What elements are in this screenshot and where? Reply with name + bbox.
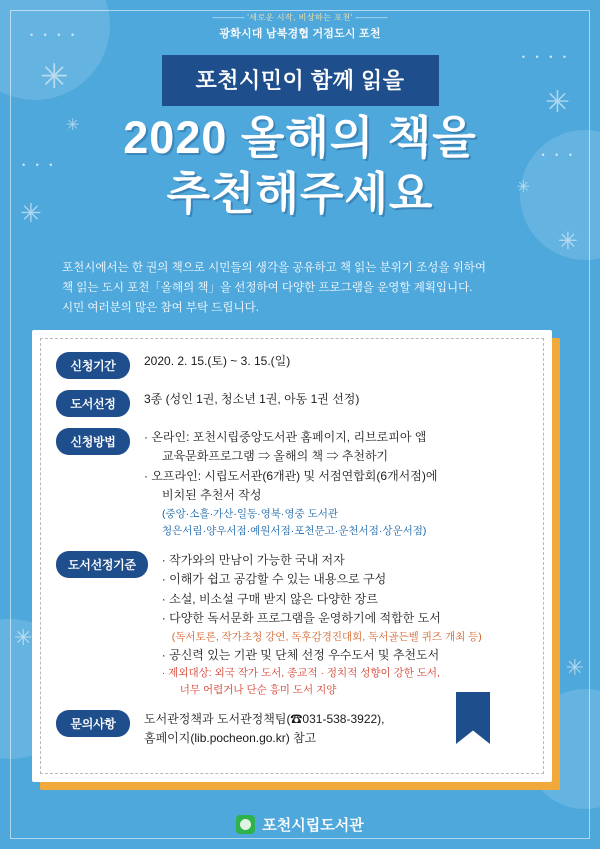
detail-row	[56, 390, 532, 417]
detail-row-line: · 작가와의 만남이 가능한 국내 저자	[161, 552, 345, 567]
decorative-dots: • • •	[22, 160, 57, 170]
detail-row-label: 신청방법	[56, 428, 130, 455]
detail-row-line: 홈페이지(lib.pocheon.go.kr) 참고	[144, 731, 317, 746]
ribbon-banner	[0, 55, 600, 106]
sparkle-icon: ✳	[565, 655, 584, 680]
detail-row-body	[130, 352, 532, 371]
detail-row-line: 2020. 2. 15.(토) ~ 3. 15.(일)	[144, 354, 291, 368]
intro-line-3: 시민 여러분의 많은 참여 부탁 드립니다.	[62, 302, 259, 315]
header-tagline: ———— '새로운 시작, 비상하는 포천' ————	[212, 13, 388, 22]
detail-row-label: 문의사항	[56, 710, 130, 737]
sparkle-icon: ✳	[14, 625, 33, 650]
sparkle-icon: ✳	[40, 58, 69, 96]
sparkle-icon: ✳	[66, 117, 80, 134]
poster-header	[0, 12, 600, 41]
detail-row-line: · 온라인: 포천시립중앙도서관 홈페이지, 리브로피아 앱	[144, 430, 427, 444]
sparkle-icon: ✳	[516, 179, 530, 196]
details-card	[32, 330, 552, 782]
detail-row-line: · 소설, 비소설 구매 받지 않은 다양한 장르	[161, 591, 378, 606]
detail-row-line: 청은서림·양우서점·예원서점·포천문고·운천서점·상운서점)	[162, 524, 427, 537]
detail-row-label: 도서선정	[56, 390, 130, 417]
page-title	[0, 110, 600, 223]
detail-row-body	[130, 390, 532, 409]
detail-row-line: (독서토론, 작가초청 강연, 독후감경진대회, 독서골든벨 퀴즈 개최 등)	[171, 630, 482, 643]
ribbon-label: 포천시민이 함께 읽을	[162, 55, 439, 106]
decorative-dots: • • • •	[521, 52, 570, 62]
detail-row-label: 신청기간	[56, 352, 130, 379]
page-title-line1: 2020 올해의 책을	[123, 112, 477, 163]
detail-row-line: 비치된 추천서 작성	[162, 488, 262, 503]
detail-row-line: 너무 어렵거나 단순 흥미 도서 지양	[179, 683, 337, 696]
detail-row-line: 도서관정책과 도서관정책팀(☎031-538-3922),	[144, 711, 385, 726]
detail-row-line: · 이해가 쉽고 공감할 수 있는 내용으로 구성	[161, 572, 387, 587]
intro-line-1: 포천시에서는 한 권의 책으로 시민들의 생각을 공유하고 책 읽는 분위기 조성을 위하여	[62, 262, 486, 274]
decorative-dots: • • •	[541, 150, 576, 160]
sparkle-icon: ✳	[20, 198, 42, 228]
detail-row-body	[148, 551, 532, 699]
detail-row	[56, 352, 532, 379]
library-logo-icon	[236, 815, 255, 834]
header-subtitle: 광화시대 남북경협 거점도시 포천	[219, 28, 381, 40]
detail-row-label: 도서선정기준	[56, 551, 148, 578]
detail-row-line: · 오프라인: 시립도서관(6개관) 및 서점연합회(6개서점)에	[144, 468, 438, 483]
sparkle-icon: ✳	[544, 86, 570, 119]
detail-row-line: 3종 (성인 1권, 청소년 1권, 아동 1권 선정)	[144, 392, 360, 406]
detail-row	[56, 551, 532, 699]
intro-line-2: 책 읽는 도시 포천「올해의 책」을 선정하여 다양한 프로그램을 운영할 계획입니다.	[62, 282, 473, 295]
detail-row-line: · 제외대상: 외국 작가 도서, 종교적 · 정치적 성향이 강한 도서,	[161, 666, 440, 679]
intro-paragraph	[62, 258, 542, 318]
detail-row	[56, 428, 532, 540]
detail-row-body	[130, 428, 532, 540]
detail-row-line: (중앙·소흘·가산·일동·영북·영중 도서관	[162, 507, 339, 520]
footer-organization: 포천시립도서관	[262, 817, 364, 834]
detail-row-line: · 공신력 있는 기관 및 단체 선정 우수도서 및 추천도서	[161, 647, 440, 662]
decorative-dots: • • • •	[30, 30, 79, 40]
detail-row-line: · 다양한 독서문화 프로그램을 운영하기에 적합한 도서	[161, 611, 441, 626]
sparkle-icon: ✳	[557, 228, 578, 255]
footer	[0, 814, 600, 835]
page-title-line2: 추천해주세요	[166, 168, 434, 220]
detail-row-line: 교육문화프로그램 ⇒ 올해의 책 ⇒ 추천하기	[162, 449, 389, 464]
